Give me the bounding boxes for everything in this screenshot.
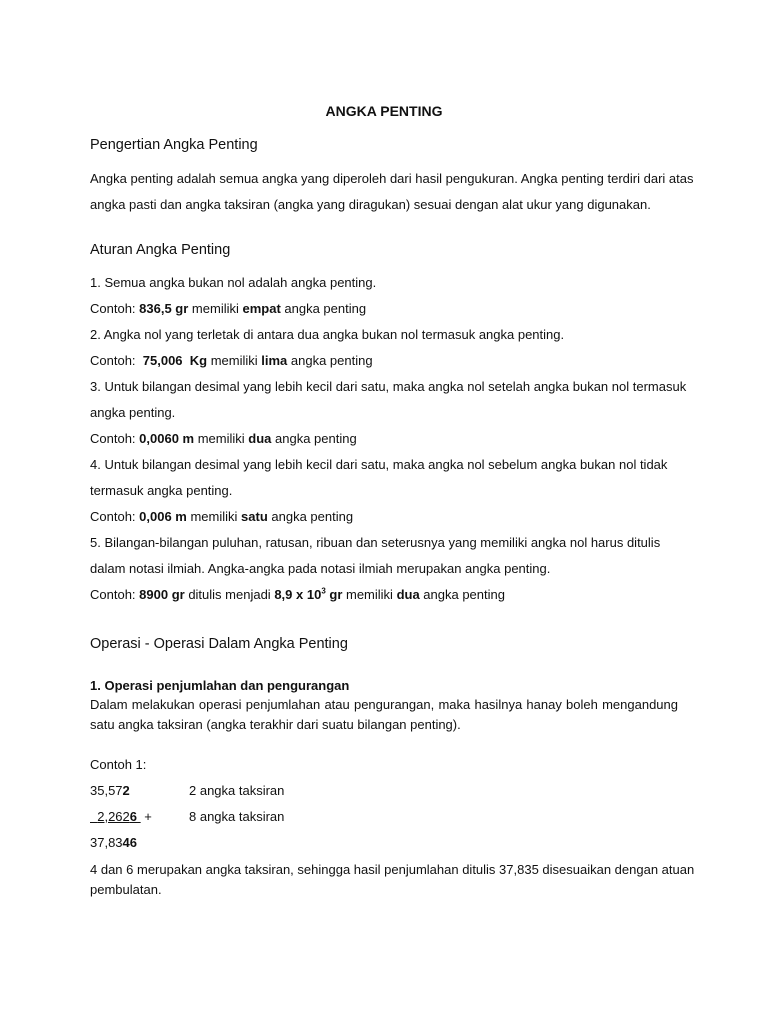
example-count: dua (248, 431, 272, 446)
example-1 (90, 301, 366, 317)
conclusion-line-1: 4 dan 6 merupakan angka taksiran, sehingga hasil penjumlahan ditulis 37,835 disesuaikan dengan atuan (90, 862, 695, 877)
example-value: 0,0060 m (139, 431, 195, 446)
scientific-exponent: 3 (321, 586, 326, 596)
example-4 (90, 509, 353, 525)
rule-1: 1. Semua angka bukan nol adalah angka penting. (90, 275, 377, 290)
calc-row-2-number (90, 809, 152, 825)
heading-pengertian: Pengertian Angka Penting (90, 137, 258, 153)
number-plain: 35,57 (90, 783, 123, 798)
example-value: 75,006 Kg (142, 353, 208, 368)
rule-5-line-2: dalam notasi ilmiah. Angka-angka pada notasi ilmiah merupakan angka penting. (90, 561, 551, 576)
example-text: memiliki (188, 301, 243, 316)
example-text: memiliki (194, 431, 249, 446)
subheading-penjumlahan: 1. Operasi penjumlahan dan pengurangan (90, 678, 350, 693)
example-prefix: Contoh: (90, 587, 140, 602)
example-value: 0,006 m (139, 509, 187, 524)
conclusion-line-2: pembulatan. (90, 882, 162, 897)
example-value: 836,5 gr (139, 301, 189, 316)
paragraph-line: Angka penting adalah semua angka yang diperoleh dari hasil pengukuran. Angka penting terdiri dari atas (90, 171, 694, 186)
paragraph-line: Dalam melakukan operasi penjumlahan atau pengurangan, maka hasilnya hanay boleh mengandung (90, 697, 678, 712)
plus-sign: + (140, 809, 152, 824)
scientific-notation (274, 587, 342, 602)
rule-4-line-1: 4. Untuk bilangan desimal yang lebih kecil dari satu, maka angka nol sebelum angka bukan nol tidak (90, 457, 668, 472)
calc-row-1-note: 2 angka taksiran (189, 783, 285, 798)
example-text: ditulis menjadi (184, 587, 275, 602)
example-text: angka penting (267, 509, 354, 524)
example-prefix: Contoh: (90, 353, 143, 368)
example-count: dua (396, 587, 420, 602)
example-text: memiliki (342, 587, 397, 602)
scientific-base: 8,9 x 10 (274, 587, 322, 602)
calc-row-2-note: 8 angka taksiran (189, 809, 285, 824)
example-text: angka penting (280, 301, 367, 316)
example-count: empat (242, 301, 281, 316)
document-title: ANGKA PENTING (325, 103, 443, 119)
rule-5-line-1: 5. Bilangan-bilangan puluhan, ratusan, ribuan dan seterusnya yang memiliki angka nol harus ditulis (90, 535, 661, 550)
heading-operasi: Operasi - Operasi Dalam Angka Penting (90, 636, 348, 652)
example-3 (90, 431, 357, 447)
paragraph-line: angka pasti dan angka taksiran (angka yang diragukan) sesuai dengan alat ukur yang digunakan. (90, 197, 651, 212)
calc-row-1-number (90, 783, 130, 799)
calc-row-3-number (90, 835, 137, 851)
example-prefix: Contoh: (90, 301, 140, 316)
example-prefix: Contoh: (90, 431, 140, 446)
rule-4-line-2: termasuk angka penting. (90, 483, 233, 498)
scientific-unit: gr (325, 587, 343, 602)
rule-3-line-2: angka penting. (90, 405, 176, 420)
example-text: memiliki (207, 353, 262, 368)
number-estimated-digit: 46 (122, 835, 138, 850)
heading-aturan: Aturan Angka Penting (90, 242, 231, 258)
number-estimated-digit: 2 (122, 783, 130, 798)
paragraph-line: satu angka taksiran (angka terakhir dari suatu bilangan penting). (90, 717, 461, 732)
underlined-number (90, 809, 141, 824)
rule-3-line-1: 3. Untuk bilangan desimal yang lebih kecil dari satu, maka angka nol setelah angka bukan nol termasuk (90, 379, 687, 394)
example-value: 8900 gr (139, 587, 185, 602)
example-text: angka penting (287, 353, 373, 368)
example-prefix: Contoh: (90, 509, 140, 524)
example-text: angka penting (419, 587, 505, 602)
example-text: memiliki (186, 509, 242, 524)
example-text: angka penting (271, 431, 357, 446)
example-count: satu (241, 509, 268, 524)
number-plain: 2,262 (97, 809, 130, 824)
number-plain: 37,83 (90, 835, 123, 850)
example-5 (90, 587, 505, 603)
example-2 (90, 353, 373, 369)
example-label: Contoh 1: (90, 757, 147, 772)
rule-2: 2. Angka nol yang terletak di antara dua angka bukan nol termasuk angka penting. (90, 327, 565, 342)
example-count: lima (261, 353, 288, 368)
number-estimated-digit: 6 (129, 809, 138, 824)
